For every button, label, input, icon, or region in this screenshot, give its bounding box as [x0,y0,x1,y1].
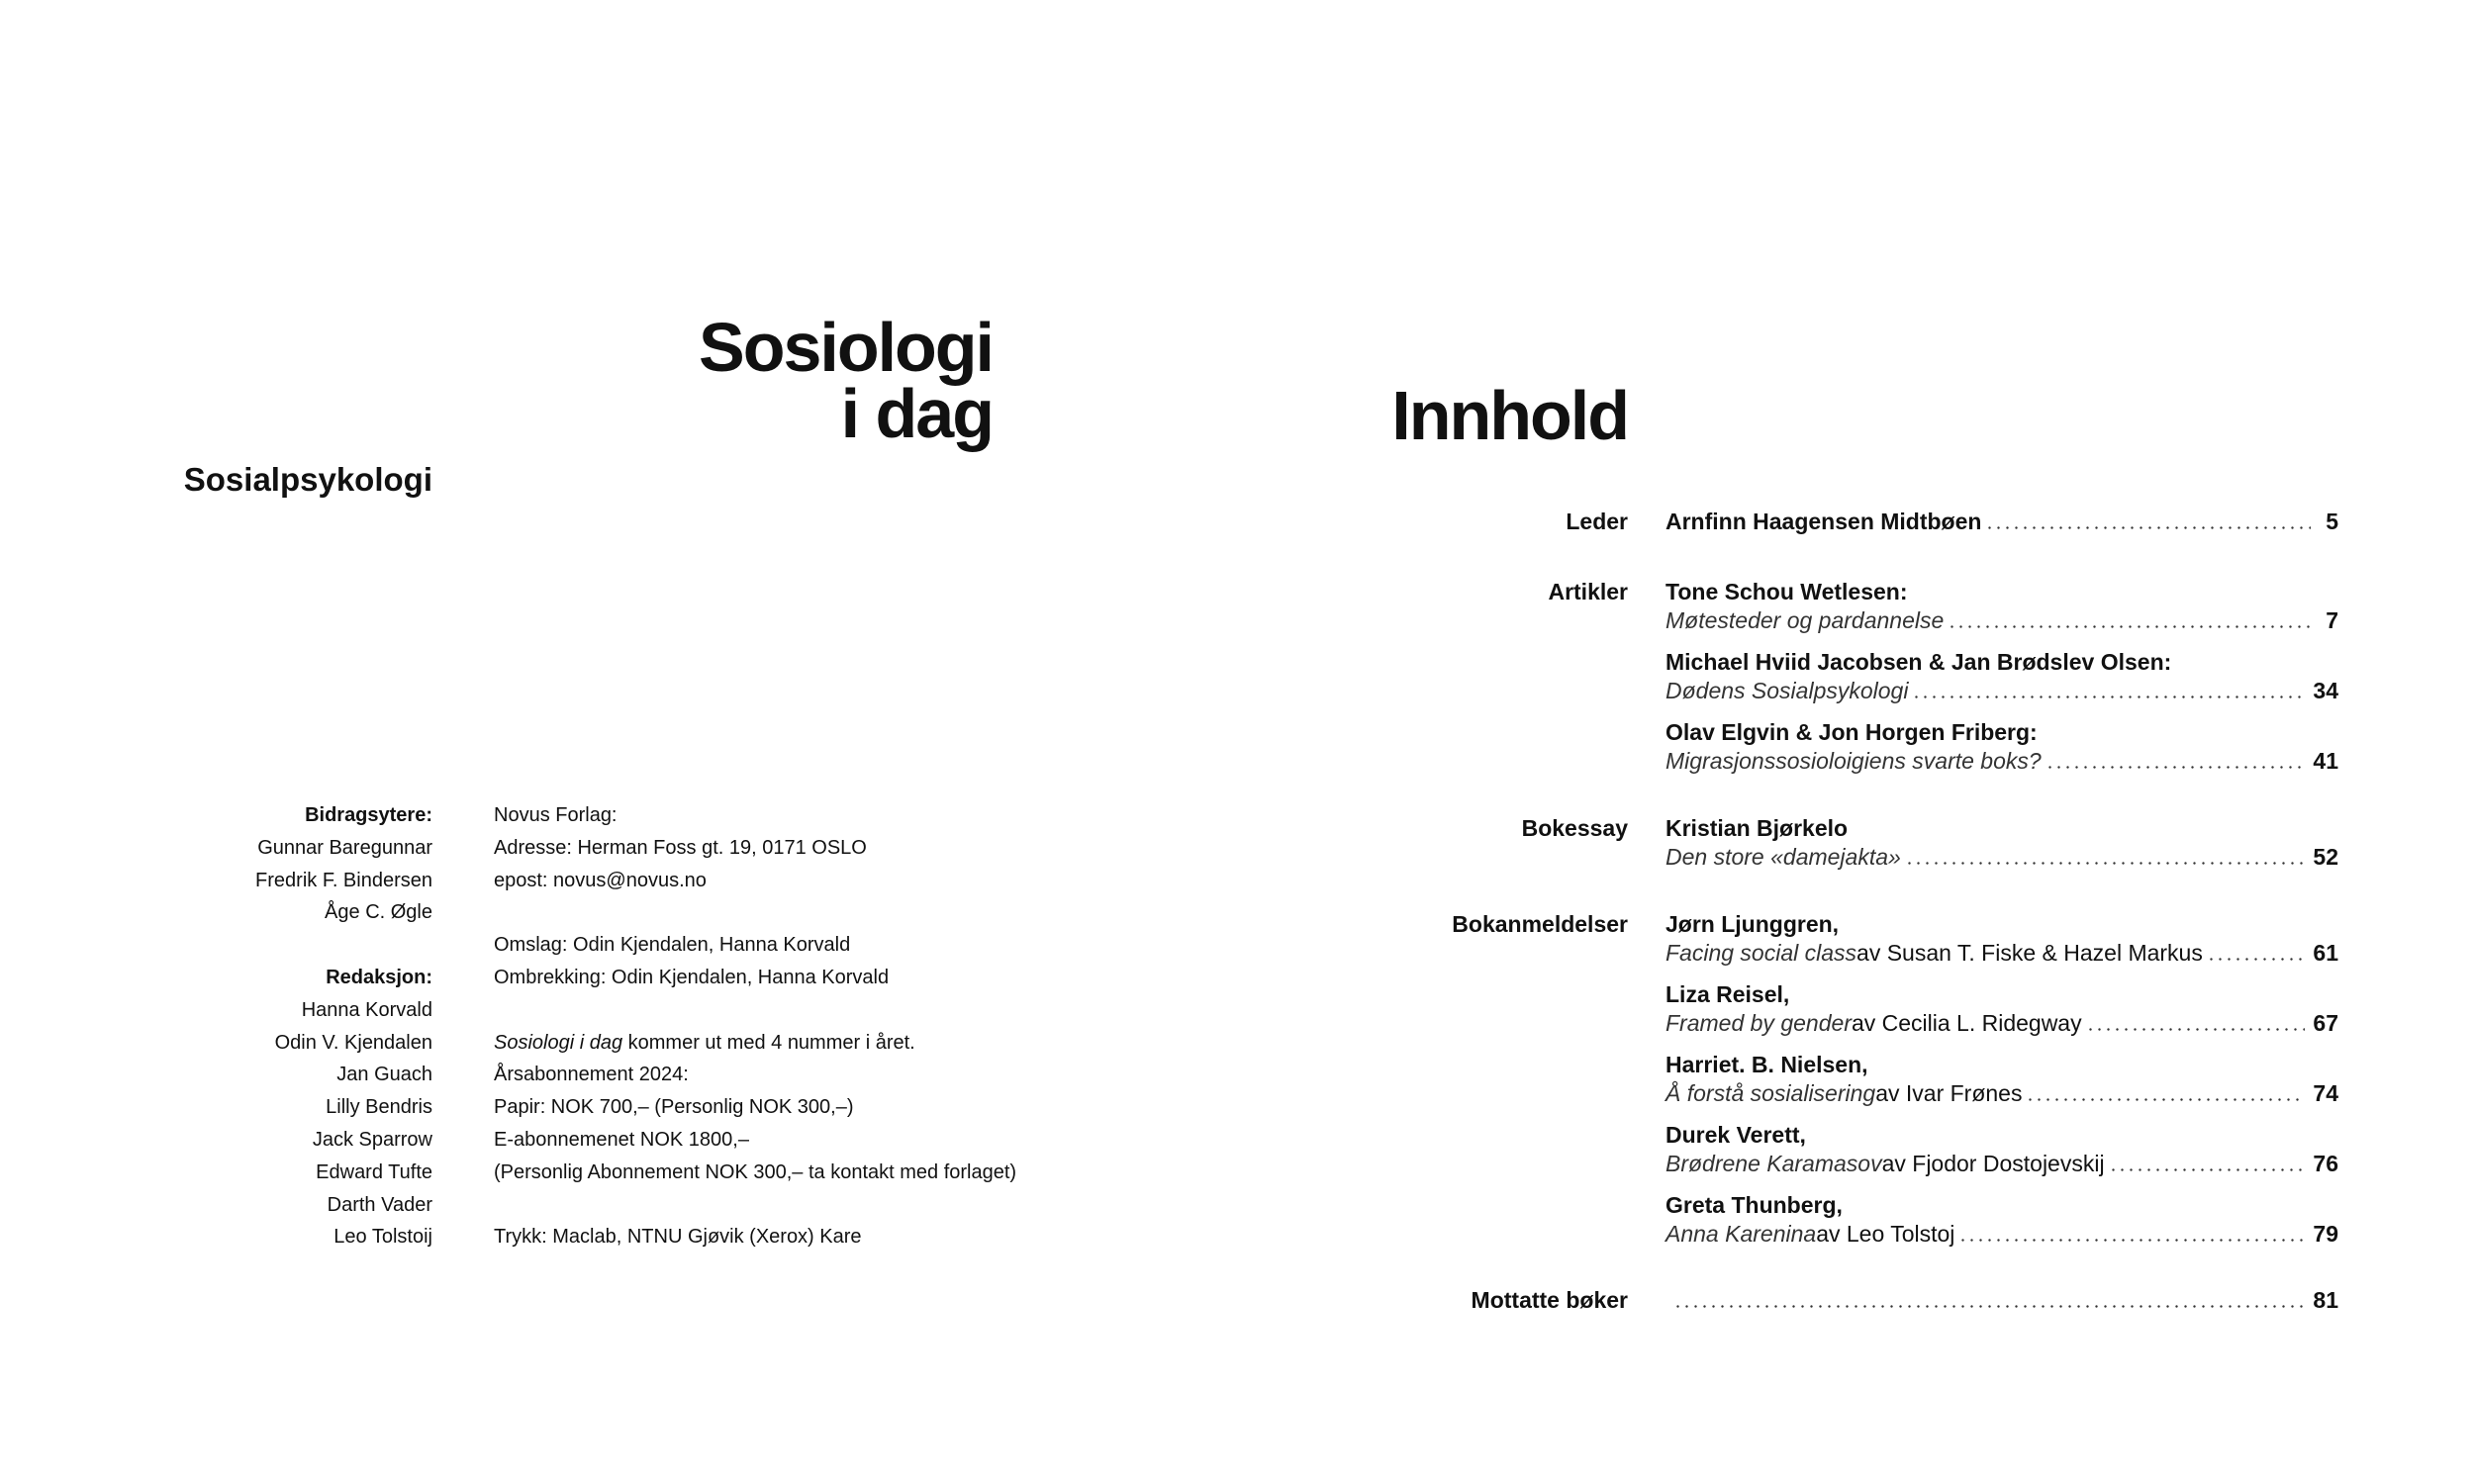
frequency [494,1027,1016,1060]
entry-page: 76 [2313,1151,2338,1176]
address: Adresse: Herman Foss gt. 19, 0171 OSLO [494,836,867,859]
entry-author: Arnfinn Haagensen Midtbøen [1665,509,1982,534]
email: epost: novus@novus.no [494,869,707,891]
editor: Odin V. Kjendalen [274,1031,432,1054]
publisher: Novus Forlag: [494,804,618,826]
toc-entry[interactable] [1665,648,2338,705]
entry-author: Harriet. B. Nielsen, [1665,1052,1868,1077]
entry-title: Migrasjonssosioloigiens svarte boks? [1665,748,2042,774]
entry-title: Anna Karenina [1665,1221,1817,1247]
toc-section-label: Bokessay [1521,815,1628,841]
toc-section-label: Leder [1566,509,1628,534]
entry-page: 41 [2313,748,2338,774]
editorial-heading: Redaksjon: [326,966,432,988]
leader-dots [2046,766,2306,769]
subscription-heading: Årsabonnement 2024: [494,1064,689,1086]
entry-author: Olav Elgvin & Jon Horgen Friberg: [1665,719,2038,745]
entry-page: 7 [2326,607,2338,633]
entry-book-author: av Ivar Frønes [1875,1080,2023,1106]
leader-dots [2086,1028,2306,1031]
toc-entry[interactable] [1665,910,2338,968]
entry-author: Liza Reisel, [1665,981,1790,1007]
entry-title: Dødens Sosialpsykologi [1665,678,1909,703]
journal-title [699,309,993,452]
toc-entry[interactable] [1665,718,2338,776]
journal-title-line1: Sosiologi [699,309,993,386]
entry-title: Framed by gender [1665,1010,1852,1036]
leader-dots [1958,1239,2305,1242]
entry-author: Michael Hviid Jacobsen & Jan Brødslev Olsen: [1665,649,2172,675]
editor: Leo Tolstoij [333,1226,432,1249]
editor: Darth Vader [327,1193,432,1216]
colophon-publisher [494,799,1016,1253]
issue-theme: Sosialpsykologi [183,461,432,498]
leader-dots [1985,526,2311,529]
toc-entry[interactable] [1665,814,2338,872]
entry-page: 67 [2313,1010,2338,1036]
editor: Jack Sparrow [312,1128,432,1151]
leader-dots [1905,862,2306,865]
entry-page: 5 [2326,509,2338,534]
entry-author: Jørn Ljunggren, [1665,911,1840,937]
leader-dots [1912,696,2305,698]
toc-section-label: Mottatte bøker [1471,1287,1628,1313]
leader-dots [1673,1305,2305,1308]
contributor: Gunnar Baregunnar [257,836,432,859]
colophon-people [255,799,432,1253]
journal-title-line2: i dag [840,375,993,452]
leader-dots [2207,958,2306,961]
leader-dots [1948,625,2311,628]
entry-title: Facing social class [1665,940,1857,966]
entry-page: 79 [2313,1221,2338,1247]
entry-author: Kristian Bjørkelo [1665,815,1849,841]
contributor: Åge C. Øgle [325,901,432,924]
entry-author: Tone Schou Wetlesen: [1665,579,1908,604]
entry-page: 74 [2313,1080,2338,1106]
print-credit: Trykk: Maclab, NTNU Gjøvik (Xerox) Kare [494,1226,862,1249]
toc-section-label: Bokanmeldelser [1452,911,1628,937]
entry-book-author: av Susan T. Fiske & Hazel Markus [1856,940,2203,966]
toc-entry[interactable] [1665,980,2338,1038]
editor: Hanna Korvald [301,998,432,1021]
entry-page: 61 [2313,940,2338,966]
editor: Lilly Bendris [326,1096,432,1119]
e-price: E-abonnemenet NOK 1800,– [494,1128,749,1151]
entry-title: Å forstå sosialisering [1665,1080,1876,1106]
entry-book-author: av Cecilia L. Ridegway [1851,1010,2082,1036]
entry-title: Den store «damejakta» [1665,844,1901,870]
entry-page: 34 [2313,678,2338,703]
toc-entry[interactable] [1665,1286,2338,1315]
contributors-heading: Bidragsytere: [305,804,432,826]
entry-page: 81 [2313,1287,2338,1313]
toc-entry[interactable] [1665,578,2338,635]
layout-credit: Ombrekking: Odin Kjendalen, Hanna Korvald [494,966,890,988]
leader-dots [2109,1168,2306,1171]
frequency-journal: Sosiologi i dag [494,1031,623,1054]
entry-author: Durek Verett, [1665,1122,1806,1148]
entry-title: Brødrene Karamasov [1665,1151,1882,1176]
editor: Edward Tufte [316,1160,432,1183]
cover-credit: Omslag: Odin Kjendalen, Hanna Korvald [494,934,851,957]
editor: Jan Guach [336,1064,432,1086]
entry-page: 52 [2313,844,2338,870]
toc-entry[interactable] [1665,1191,2338,1249]
entry-book-author: av Fjodor Dostojevskij [1881,1151,2105,1176]
entry-book-author: av Leo Tolstoj [1816,1221,1955,1247]
paper-price: Papir: NOK 700,– (Personlig NOK 300,–) [494,1096,854,1119]
entry-author: Greta Thunberg, [1665,1192,1843,1218]
toc-entry[interactable] [1665,508,2338,536]
toc-section-label: Artikler [1548,579,1628,604]
toc-entry[interactable] [1665,1121,2338,1178]
personal-note: (Personlig Abonnement NOK 300,– ta kontakt med forlaget) [494,1160,1017,1183]
entry-title: Møtesteder og pardannelse [1665,607,1945,633]
contributor: Fredrik F. Bindersen [255,869,432,891]
toc-entry[interactable] [1665,1051,2338,1108]
leader-dots [2026,1098,2305,1101]
frequency-text: kommer ut med 4 nummer i året. [622,1031,915,1054]
toc-title: Innhold [1391,377,1628,454]
